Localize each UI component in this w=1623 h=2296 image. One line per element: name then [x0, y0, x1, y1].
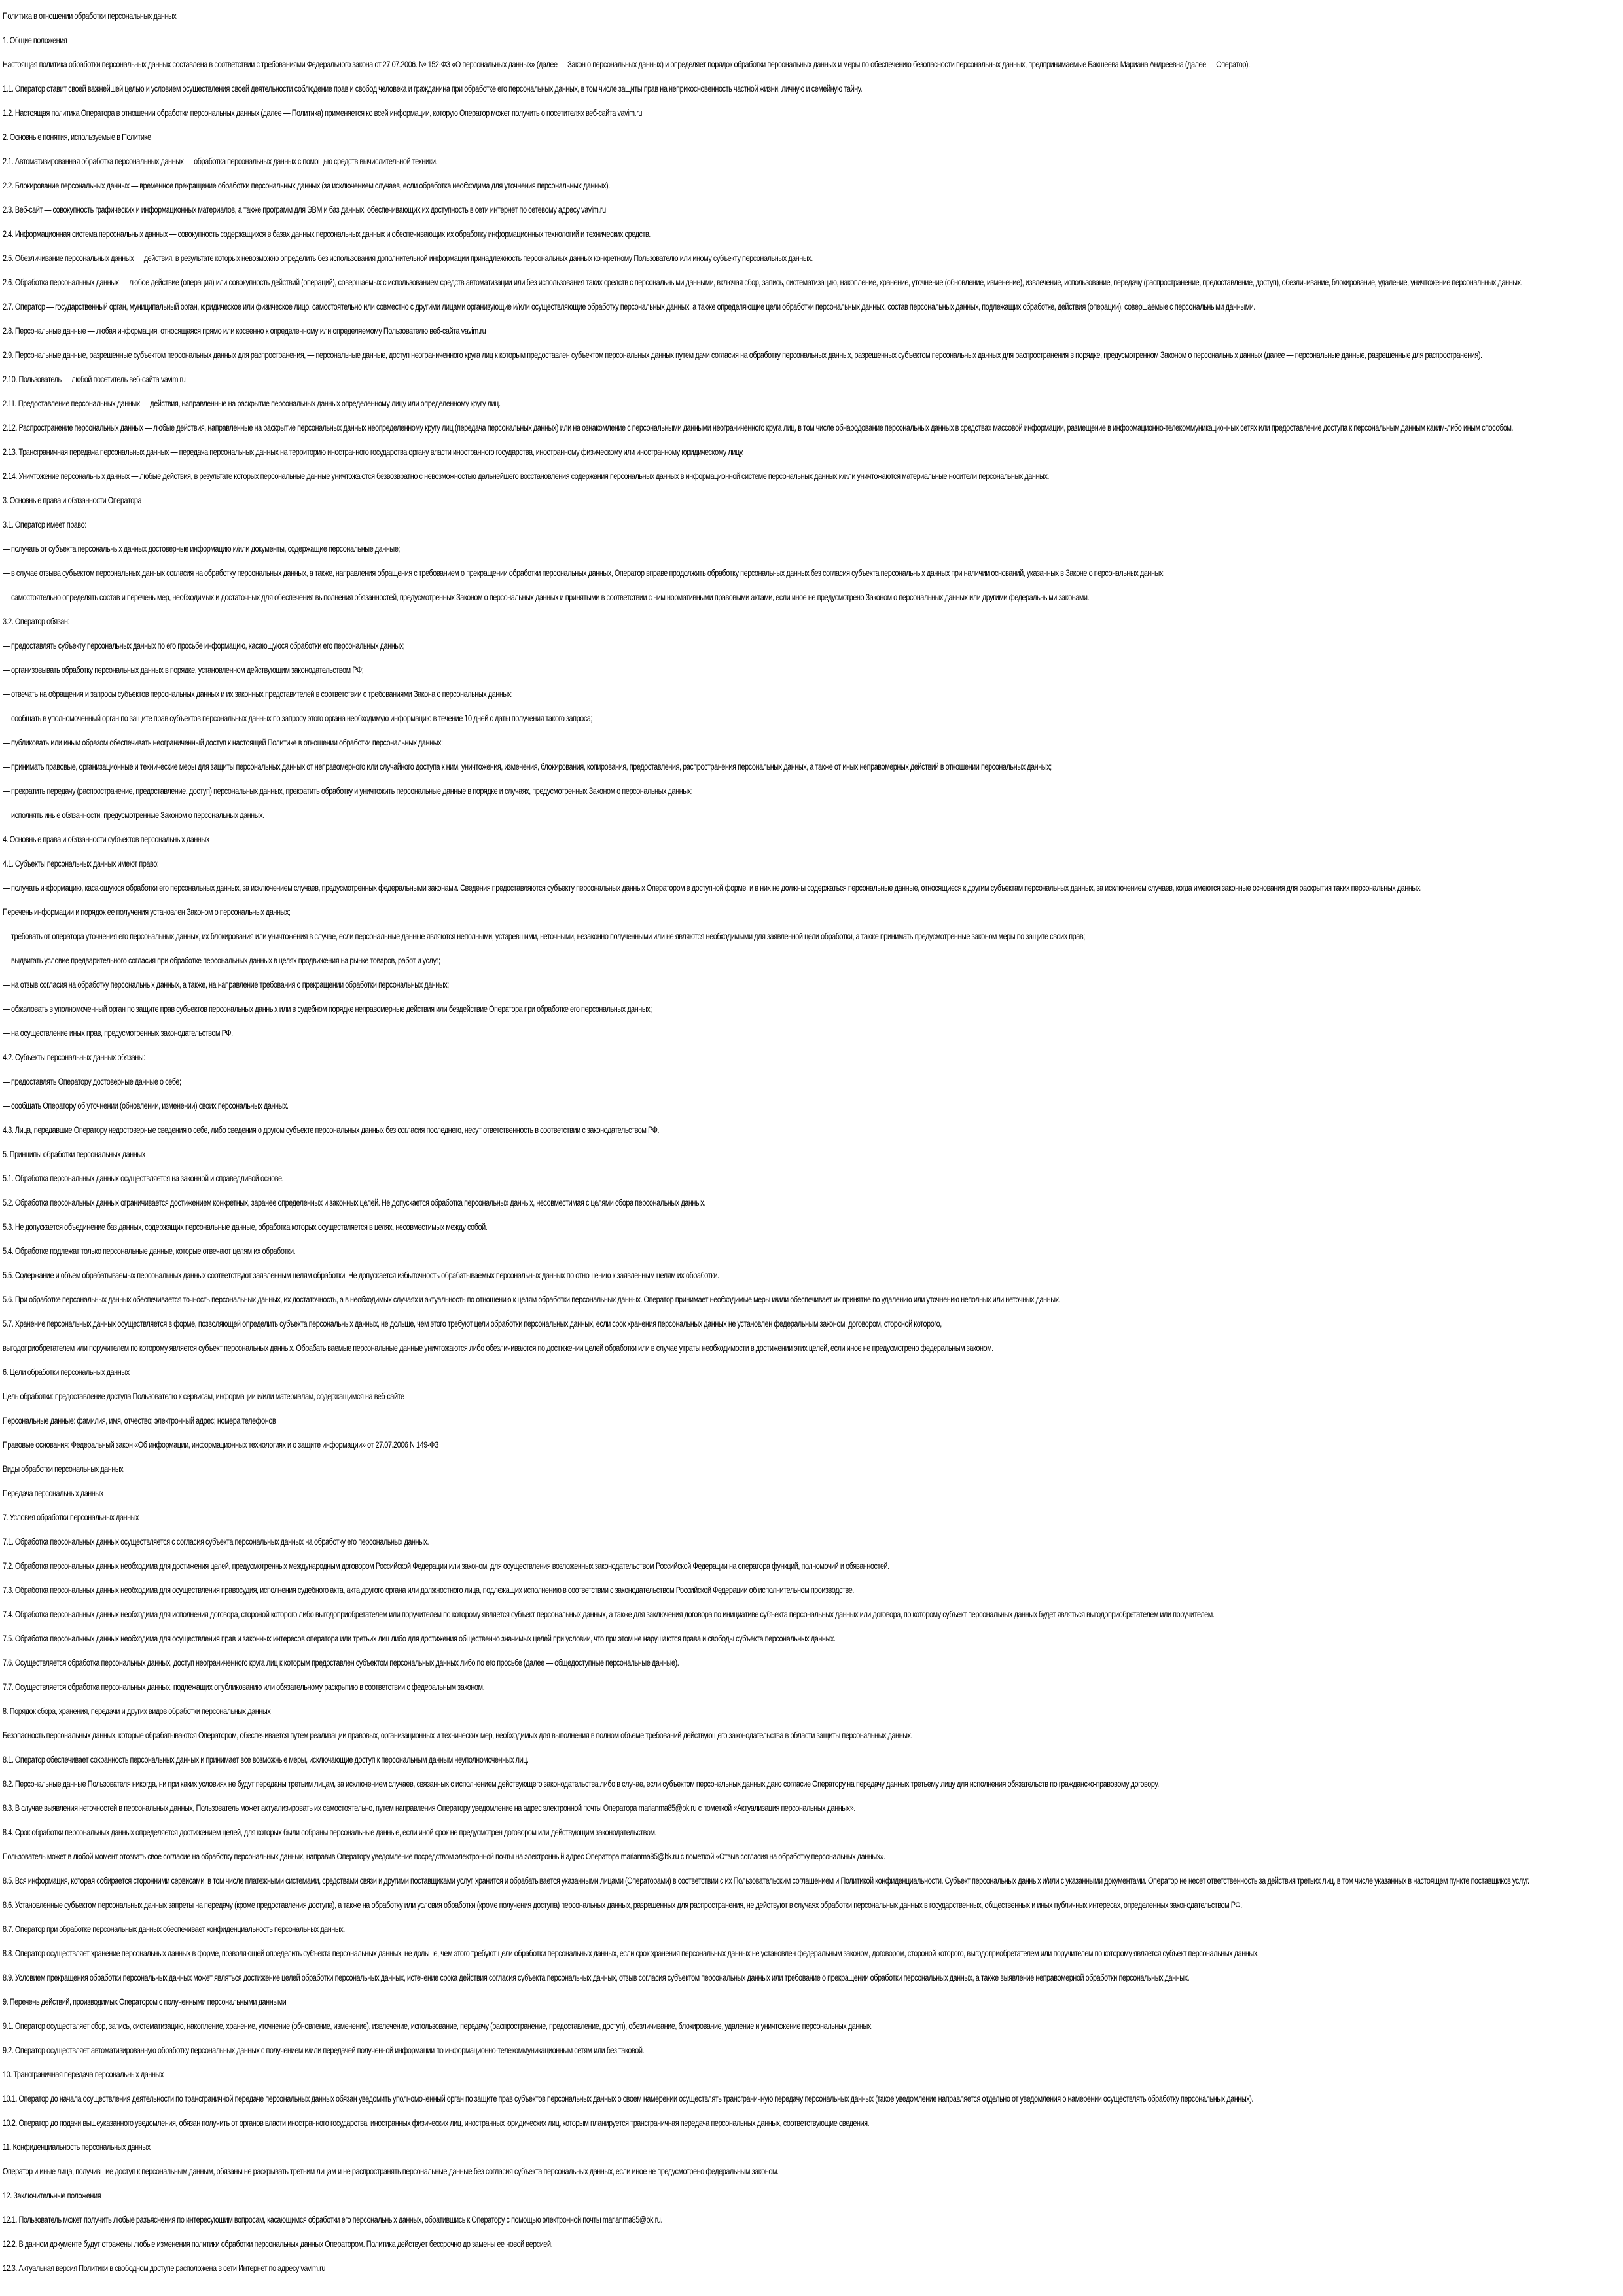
document-line-44: 4.2. Субъекты персональных данных обязаны: — [3, 1052, 145, 1062]
document-line-75: 8.3. В случае выявления неточностей в персональных данных, Пользователь может актуализировать их самостоятельно, путем направления Оператору уведомление на адрес электронной почты Оператора marianma85@bk.ru с пометкой «Актуализация персональных данных». — [3, 1803, 855, 1813]
document-line-47: 4.3. Лица, передавшие Оператору недостоверные сведения о себе, либо сведения о другом субъекте персональных данных без согласия последнего, несут ответственность в соответствии с законодательством РФ. — [3, 1124, 660, 1135]
document-line-35: 4. Основные права и обязанности субъектов персональных данных — [3, 834, 209, 844]
document-line-15: 2.9. Персональные данные, разрешенные субъектом персональных данных для распространения, — персональные данные, доступ неограниченного круга лиц к которым предоставлен субъектом персональных данных путем дачи согласия на обработку персональных данных, разрешенных субъектом персональных данных для распространения в порядке, предусмотренном Законом о персональных данных (далее — персональные данные, разрешенные для распространения). — [3, 350, 1482, 360]
document-line-90: Оператор и иные лица, получившие доступ к персональным данным, обязаны не раскрывать третьим лицам и не распространять персональные данные без согласия субъекта персональных данных, если иное не предусмотрено федеральным законом. — [3, 2166, 779, 2176]
document-line-5: 1.2. Настоящая политика Оператора в отношении обработки персональных данных (далее — Политика) применяется ко всей информации, которую Оператор может получить о посетителях веб-сайта vavim.ru — [3, 107, 642, 118]
document-line-41: — на отзыв согласия на обработку персональных данных, а также, на направление требования о прекращении обработки персональных данных; — [3, 979, 449, 990]
document-line-82: 8.9. Условием прекращения обработки персональных данных может являться достижение целей обработки персональных данных, истечение срока действия согласия субъекта персональных данных, отзыв согласия субъектом персональных данных или требование о прекращении обработки персональных данных, а также выявление неправомерной обработки персональных данных. — [3, 1972, 1190, 1982]
document-line-91: 12. Заключительные положения — [3, 2190, 101, 2200]
document-line-76: 8.4. Срок обработки персональных данных определяется достижением целей, для которых были собраны персональные данные, если иной срок не предусмотрен договором или действующим законодательством. — [3, 1827, 657, 1837]
document-line-94: 12.3. Актуальная версия Политики в свободном доступе расположена в сети Интернет по адресу vavim.ru — [3, 2263, 325, 2273]
document-line-60: Правовые основания: Федеральный закон «Об информации, информационных технологиях и о защите информации» от 27.07.2006 N 149-ФЗ — [3, 1439, 438, 1450]
document-line-17: 2.11. Предоставление персональных данных — действия, направленные на раскрытие персональных данных определенному лицу или определенному кругу лиц. — [3, 398, 501, 408]
document-line-25: — самостоятельно определять состав и перечень мер, необходимых и достаточных для обеспечения выполнения обязанностей, предусмотренных Законом о персональных данных и принятыми в соответствии с ним нормативными правовыми актами, если иное не предусмотрено Законом о персональных данных или другими федеральными законами. — [3, 592, 1090, 602]
document-line-55: 5.7. Хранение персональных данных осуществляется в форме, позволяющей определить субъекта персональных данных, не дольше, чем этого требуют цели обработки персональных данных, если срок хранения персональных данных не установлен федеральным законом, договором, стороной которого, — [3, 1318, 942, 1329]
document-line-58: Цель обработки: предоставление доступа Пользователю к сервисам, информации и/или материалам, содержащимся на веб-сайте — [3, 1391, 404, 1401]
document-line-71: 8. Порядок сбора, хранения, передачи и других видов обработки персональных данных — [3, 1706, 271, 1716]
document-line-59: Персональные данные: фамилия, имя, отчество; электронный адрес; номера телефонов — [3, 1415, 276, 1426]
document-line-83: 9. Перечень действий, производимых Оператором с полученными персональными данными — [3, 1996, 287, 2007]
document-line-54: 5.6. При обработке персональных данных обеспечивается точность персональных данных, их достаточность, а в необходимых случаях и актуальность по отношению к целям обработки персональных данных. Оператор принимает необходимые меры и/или обеспечивает их принятие по удалению или уточнению неполных или неточных данных. — [3, 1294, 1061, 1304]
document-line-10: 2.4. Информационная система персональных данных — совокупность содержащихся в базах данных персональных данных и обеспечивающих их обработку информационных технологий и технических средств. — [3, 228, 651, 239]
document-line-27: — предоставлять субъекту персональных данных по его просьбе информацию, касающуюся обработки его персональных данных; — [3, 640, 405, 651]
document-line-16: 2.10. Пользователь — любой посетитель веб-сайта vavim.ru — [3, 374, 186, 384]
document-line-43: — на осуществление иных прав, предусмотренных законодательством РФ. — [3, 1028, 233, 1038]
document-line-53: 5.5. Содержание и объем обрабатываемых персональных данных соответствуют заявленным целям обработки. Не допускается избыточность обрабатываемых персональных данных по отношению к заявленным целям их обработки. — [3, 1270, 719, 1280]
document-line-77: Пользователь может в любой момент отозвать свое согласие на обработку персональных данных, направив Оператору уведомление посредством электронной почты на электронный адрес Оператора marianma85@bk.ru с пометкой «Отзыв согласия на обработку персональных данных». — [3, 1851, 885, 1861]
document-line-4: 1.1. Оператор ставит своей важнейшей целью и условием осуществления своей деятельности соблюдение прав и свобод человека и гражданина при обработке его персональных данных, в том числе защиты прав на неприкосновенность частной жизни, личную и семейную тайну. — [3, 83, 863, 94]
document-line-78: 8.5. Вся информация, которая собирается сторонними сервисами, в том числе платежными системами, средствами связи и другими поставщиками услуг, хранится и обрабатывается указанными лицами (Операторами) в соответствии с их Пользовательским соглашением и Политикой конфиденциальности. Субъект персональных данных и/или с указанными документами. Оператор не несет ответственность за действия третьих лиц, в том числе указанных в настоящем пункте поставщиков услуг. — [3, 1875, 1529, 1886]
document-line-36: 4.1. Субъекты персональных данных имеют право: — [3, 858, 159, 869]
document-line-37: — получать информацию, касающуюся обработки его персональных данных, за исключением случаев, предусмотренных федеральными законами. Сведения предоставляются субъекту персональных данных Оператором в доступной форме, и в них не должны содержаться персональные данные, относящиеся к другим субъектам персональных данных, за исключением случаев, когда имеются законные основания для раскрытия таких персональных данных. — [3, 882, 1422, 893]
document-line-79: 8.6. Установленные субъектом персональных данных запреты на передачу (кроме предоставления доступа), а также на обработку или условия обработки (кроме получения доступа) персональных данных, разрешенных для распространения, не действуют в случаях обработки персональных данных в государственных, общественных и иных публичных интересах, определенных законодательством РФ. — [3, 1899, 1242, 1910]
document-line-86: 10. Трансграничная передача персональных данных — [3, 2069, 164, 2079]
document-line-92: 12.1. Пользователь может получить любые разъяснения по интересующим вопросам, касающимся обработки его персональных данных, обратившись к Оператору с помощью электронной почты marianma85@bk.ru. — [3, 2214, 662, 2225]
document-line-30: — сообщать в уполномоченный орган по защите прав субъектов персональных данных по запросу этого органа необходимую информацию в течение 10 дней с даты получения такого запроса; — [3, 713, 592, 723]
document-line-57: 6. Цели обработки персональных данных — [3, 1367, 130, 1377]
document-line-74: 8.2. Персональные данные Пользователя никогда, ни при каких условиях не будут переданы третьим лицам, за исключением случаев, связанных с исполнением действующего законодательства либо в случае, если субъектом персональных данных дано согласие Оператору на передачу данных третьему лицу для исполнения обязательств по гражданско-правовому договору. — [3, 1778, 1159, 1789]
document-line-42: — обжаловать в уполномоченный орган по защите прав субъектов персональных данных или в судебном порядке неправомерные действия или бездействие Оператора при обработке его персональных данных; — [3, 1003, 652, 1014]
document-line-19: 2.13. Трансграничная передача персональных данных — передача персональных данных на территорию иностранного государства органу власти иностранного государства, иностранному физическому или иностранному юридическому лицу. — [3, 446, 744, 457]
document-line-31: — публиковать или иным образом обеспечивать неограниченный доступ к настоящей Политике в отношении обработки персональных данных; — [3, 737, 443, 747]
document-line-3: Настоящая политика обработки персональных данных составлена в соответствии с требованиями Федерального закона от 27.07.2006. № 152-ФЗ «О персональных данных» (далее — Закон о персональных данных) и определяет порядок обработки персональных данных и меры по обеспечению безопасности персональных данных, предпринимаемые Бакшеева Мариана Андреевна (далее — Оператор). — [3, 59, 1250, 69]
document-line-11: 2.5. Обезличивание персональных данных — действия, в результате которых невозможно определить без использования дополнительной информации принадлежность персональных данных конкретному Пользователю или иному субъекту персональных данных. — [3, 253, 813, 263]
document-line-45: — предоставлять Оператору достоверные данные о себе; — [3, 1076, 181, 1086]
document-line-18: 2.12. Распространение персональных данных — любые действия, направленные на раскрытие персональных данных неопределенному кругу лиц (передача персональных данных) или на ознакомление с персональными данными неограниченного круга лиц, в том числе обнародование персональных данных в средствах массовой информации, размещение в информационно-телекоммуникационных сетях или предоставление доступа к персональным данным каким-либо иным способом. — [3, 422, 1513, 433]
document-line-72: Безопасность персональных данных, которые обрабатываются Оператором, обеспечивается путем реализации правовых, организационных и технических мер, необходимых для выполнения в полном объеме требований действующего законодательства в области защиты персональных данных. — [3, 1730, 913, 1740]
document-line-65: 7.2. Обработка персональных данных необходима для достижения целей, предусмотренных международным договором Российской Федерации или законом, для осуществления возложенных законодательством Российской Федерации на оператора функций, полномочий и обязанностей. — [3, 1560, 889, 1571]
document-line-49: 5.1. Обработка персональных данных осуществляется на законной и справедливой основе. — [3, 1173, 284, 1183]
document-line-46: — сообщать Оператору об уточнении (обновлении, изменении) своих персональных данных. — [3, 1100, 289, 1111]
document-line-81: 8.8. Оператор осуществляет хранение персональных данных в форме, позволяющей определить субъекта персональных данных, не дольше, чем этого требуют цели обработки персональных данных, если срок хранения персональных данных не установлен федеральным законом, договором, стороной которого, выгодоприобретателем или поручителем по которому является субъект персональных данных. — [3, 1948, 1259, 1958]
document-line-28: — организовывать обработку персональных данных в порядке, установленном действующим законодательством РФ; — [3, 664, 364, 675]
document-line-12: 2.6. Обработка персональных данных — любое действие (операция) или совокупность действий (операций), совершаемых с использованием средств автоматизации или без использования таких средств с персональными данными, включая сбор, запись, систематизацию, накопление, хранение, уточнение (обновление, изменение), извлечение, использование, передачу (распространение, предоставление, доступ), обезличивание, блокирование, удаление, уничтожение персональных данных. — [3, 277, 1523, 287]
document-line-52: 5.4. Обработке подлежат только персональные данные, которые отвечают целям их обработки. — [3, 1246, 296, 1256]
document-line-88: 10.2. Оператор до подачи вышеуказанного уведомления, обязан получить от органов власти иностранного государства, иностранных физических лиц, иностранных юридических лиц, которым планируется трансграничная передача персональных данных, соответствующие сведения. — [3, 2117, 870, 2128]
document-line-51: 5.3. Не допускается объединение баз данных, содержащих персональные данные, обработка которых осуществляется в целях, несовместимых между собой. — [3, 1221, 488, 1232]
document-line-29: — отвечать на обращения и запросы субъектов персональных данных и их законных представителей в соответствии с требованиями Закона о персональных данных; — [3, 689, 513, 699]
document-line-50: 5.2. Обработка персональных данных ограничивается достижением конкретных, заранее определенных и законных целей. Не допускается обработка персональных данных, несовместимая с целями сбора персональных данных. — [3, 1197, 705, 1208]
document-line-8: 2.2. Блокирование персональных данных — временное прекращение обработки персональных данных (за исключением случаев, если обработка необходима для уточнения персональных данных). — [3, 180, 610, 190]
document-line-39: — требовать от оператора уточнения его персональных данных, их блокирования или уничтожения в случае, если персональные данные являются неполными, устаревшими, неточными, незаконно полученными или не являются необходимыми для заявленной цели обработки, а также принимать предусмотренные законом меры по защите своих прав; — [3, 931, 1085, 941]
document-line-21: 3. Основные права и обязанности Оператора — [3, 495, 142, 505]
document-line-62: Передача персональных данных — [3, 1488, 103, 1498]
document-line-2: 1. Общие положения — [3, 35, 67, 45]
document-line-85: 9.2. Оператор осуществляет автоматизированную обработку персональных данных с получением и/или передачей полученной информации по информационно-телекоммуникационным сетям или без таковой. — [3, 2045, 645, 2055]
document-line-32: — принимать правовые, организационные и технические меры для защиты персональных данных от неправомерного или случайного доступа к ним, уничтожения, изменения, блокирования, копирования, предоставления, распространения персональных данных, а также от иных неправомерных действий в отношении персональных данных; — [3, 761, 1052, 772]
document-line-22: 3.1. Оператор имеет право: — [3, 519, 86, 529]
document-line-68: 7.5. Обработка персональных данных необходима для осуществления прав и законных интересов оператора или третьих лиц либо для достижения общественно значимых целей при условии, что при этом не нарушаются права и свободы субъекта персональных данных. — [3, 1633, 836, 1643]
document-line-67: 7.4. Обработка персональных данных необходима для исполнения договора, стороной которого либо выгодоприобретателем или поручителем по которому является субъект персональных данных, а также для заключения договора по инициативе субъекта персональных данных или договора, по которому субъект персональных данных будет являться выгодоприобретателем или поручителем. — [3, 1609, 1215, 1619]
document-line-61: Виды обработки персональных данных — [3, 1463, 124, 1474]
document-line-56: выгодоприобретателем или поручителем по которому является субъект персональных данных. Обрабатываемые персональные данные уничтожаются либо обезличиваются по достижении целей обработки или в случае утраты необходимости в достижении этих целей, если иное не предусмотрено федеральным законом. — [3, 1342, 993, 1353]
document-line-13: 2.7. Оператор — государственный орган, муниципальный орган, юридическое или физическое лицо, самостоятельно или совместно с другими лицами организующие и/или осуществляющие обработку персональных данных, а также определяющие цели обработки персональных данных, состав персональных данных, подлежащих обработке, действия (операции), совершаемые с персональными данными. — [3, 301, 1255, 312]
document-line-63: 7. Условия обработки персональных данных — [3, 1512, 139, 1522]
document-line-23: — получать от субъекта персональных данных достоверные информацию и/или документы, содержащие персональные данные; — [3, 543, 400, 554]
document-line-93: 12.2. В данном документе будут отражены любые изменения политики обработки персональных данных Оператором. Политика действует бессрочно до замены ее новой версией. — [3, 2238, 553, 2249]
document-line-14: 2.8. Персональные данные — любая информация, относящаяся прямо или косвенно к определенному или определяемому Пользователю веб-сайта vavim.ru — [3, 325, 486, 336]
document-line-40: — выдвигать условие предварительного согласия при обработке персональных данных в целях продвижения на рынке товаров, работ и услуг; — [3, 955, 440, 965]
document-line-48: 5. Принципы обработки персональных данных — [3, 1149, 145, 1159]
document-line-87: 10.1. Оператор до начала осуществления деятельности по трансграничной передаче персональных данных обязан уведомить уполномоченный орган по защите прав субъектов персональных данных о своем намерении осуществлять трансграничную передачу персональных данных (такое уведомление направляется отдельно от уведомления о намерении осуществлять обработку персональных данных). — [3, 2093, 1253, 2104]
document-line-73: 8.1. Оператор обеспечивает сохранность персональных данных и принимает все возможные меры, исключающие доступ к персональным данным неуполномоченных лиц. — [3, 1754, 529, 1765]
document-line-80: 8.7. Оператор при обработке персональных данных обеспечивает конфиденциальность персональных данных. — [3, 1924, 345, 1934]
document-line-69: 7.6. Осуществляется обработка персональных данных, доступ неограниченного круга лиц к которым предоставлен субъектом персональных данных либо по его просьбе (далее — общедоступные персональные данные). — [3, 1657, 679, 1668]
document-lines — [3, 4, 1620, 2280]
document-line-9: 2.3. Веб-сайт — совокупность графических и информационных материалов, а также программ для ЭВМ и баз данных, обеспечивающих их доступность в сети интернет по сетевому адресу vavim.ru — [3, 204, 606, 215]
document-line-84: 9.1. Оператор осуществляет сбор, запись, систематизацию, накопление, хранение, уточнение (обновление, изменение), извлечение, использование, передачу (распространение, предоставление, доступ), обезличивание, блокирование, удаление и уничтожение персональных данных. — [3, 2020, 873, 2031]
document-line-38: Перечень информации и порядок ее получения установлен Законом о персональных данных; — [3, 906, 291, 917]
document-line-26: 3.2. Оператор обязан: — [3, 616, 70, 626]
document-line-20: 2.14. Уничтожение персональных данных — любые действия, в результате которых персональные данные уничтожаются безвозвратно с невозможностью дальнейшего восстановления содержания персональных данных в информационной системе персональных данных и/или уничтожаются материальные носители персональных данных. — [3, 471, 1049, 481]
document-line-66: 7.3. Обработка персональных данных необходима для осуществления правосудия, исполнения судебного акта, акта другого органа или должностного лица, подлежащих исполнению в соответствии с законодательством Российской Федерации об исполнительном производстве. — [3, 1585, 854, 1595]
document-line-89: 11. Конфиденциальность персональных данных — [3, 2142, 151, 2152]
document-line-1: Политика в отношении обработки персональных данных — [3, 10, 177, 21]
document-line-70: 7.7. Осуществляется обработка персональных данных, подлежащих опубликованию или обязательному раскрытию в соответствии с федеральным законом. — [3, 1681, 485, 1692]
document-line-33: — прекратить передачу (распространение, предоставление, доступ) персональных данных, прекратить обработку и уничтожить персональные данные в порядке и случаях, предусмотренных Законом о персональных данных; — [3, 785, 693, 796]
document-line-24: — в случае отзыва субъектом персональных данных согласия на обработку персональных данных, а также, направления обращения с требованием о прекращении обработки персональных данных, Оператор вправе продолжить обработку персональных данных без согласия субъекта персональных данных при наличии оснований, указанных в Законе о персональных данных; — [3, 567, 1165, 578]
document-line-64: 7.1. Обработка персональных данных осуществляется с согласия субъекта персональных данных на обработку его персональных данных. — [3, 1536, 429, 1547]
document-line-34: — исполнять иные обязанности, предусмотренные Законом о персональных данных. — [3, 810, 264, 820]
document-line-7: 2.1. Автоматизированная обработка персональных данных — обработка персональных данных с помощью средств вычислительной техники. — [3, 156, 438, 166]
document-line-6: 2. Основные понятия, используемые в Политике — [3, 132, 151, 142]
